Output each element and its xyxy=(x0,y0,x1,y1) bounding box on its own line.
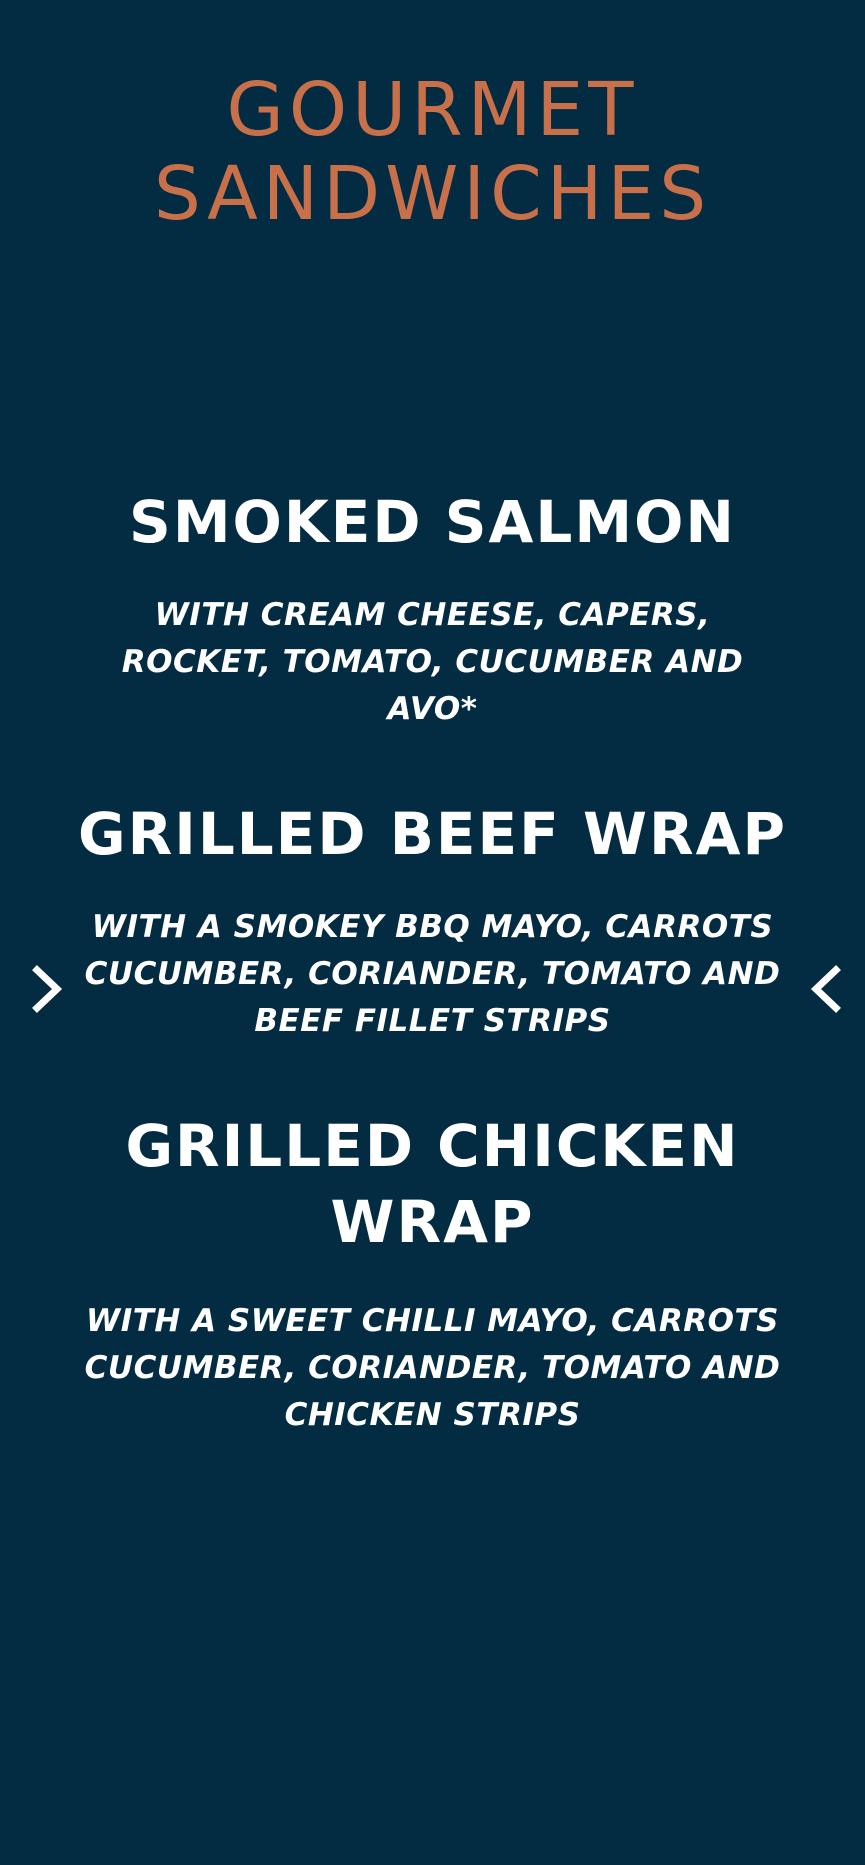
item-description-grilled-chicken-wrap: WITH A SWEET CHILLI MAYO, CARROTS CUCUMBER, CORIANDER, TOMATO AND CHICKEN STRIPS xyxy=(84,1303,781,1433)
next-arrow-button[interactable] xyxy=(806,962,846,1016)
menu-title xyxy=(0,68,865,236)
item-name-grilled-chicken-wrap: GRILLED CHICKEN WRAP xyxy=(125,1112,740,1256)
item-description-grilled-beef-wrap: WITH A SMOKEY BBQ MAYO, CARROTS CUCUMBER, CORIANDER, TOMATO AND BEEF FILLET STRIPS xyxy=(84,909,781,1039)
menu-title-line-1: GOURMET xyxy=(226,67,639,153)
prev-arrow-button[interactable] xyxy=(28,962,68,1016)
item-name-smoked-salmon: SMOKED SALMON xyxy=(129,488,736,556)
item-description-smoked-salmon: WITH CREAM CHEESE, CAPERS, ROCKET, TOMATO, CUCUMBER AND AVO* xyxy=(121,597,744,727)
menu-title-line-2: SANDWICHES xyxy=(153,151,712,237)
item-name-grilled-beef-wrap: GRILLED BEEF WRAP xyxy=(77,800,787,868)
chevron-right-icon xyxy=(28,962,68,1016)
chevron-left-icon xyxy=(806,962,846,1016)
